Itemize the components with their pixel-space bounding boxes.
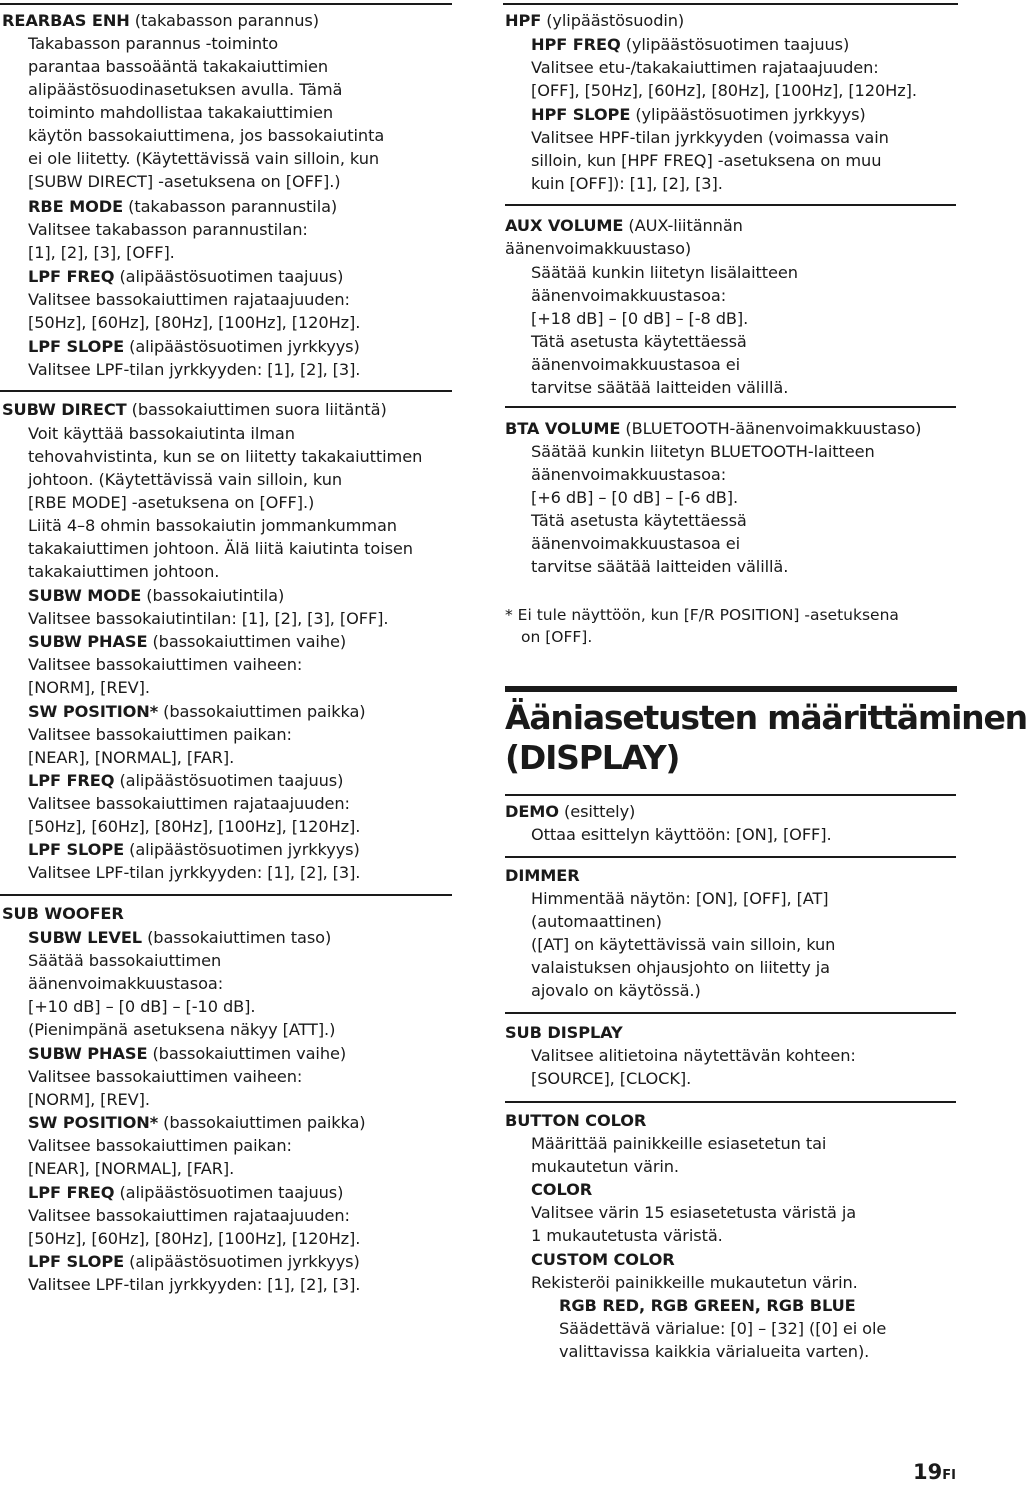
text-line: [+6 dB] – [0 dB] – [-6 dB]. (531, 488, 738, 507)
text-line: Tätä asetusta käytettäessä (531, 332, 747, 351)
text-line: valittavissa kaikkia värialueita varten). (559, 1342, 870, 1361)
text-line: [+10 dB] – [0 dB] – [-10 dB]. (28, 997, 256, 1016)
text-line: takakaiuttimen johtoon. (28, 562, 220, 581)
top-rule-right (503, 3, 958, 5)
hpf-heading: HPF (ylipäästösuodin) (505, 11, 685, 30)
text-line: tarvitse säätää laitteiden välillä. (531, 378, 789, 397)
text-line: mukautetun värin. (531, 1157, 679, 1176)
text-line: [NEAR], [NORMAL], [FAR]. (28, 748, 235, 767)
rgb-heading: RGB RED, RGB GREEN, RGB BLUE (559, 1296, 856, 1315)
text-line: silloin, kun [HPF FREQ] -asetuksena on muu (531, 151, 882, 170)
text-line: Valitsee LPF-tilan jyrkkyyden: [1], [2], [3]. (28, 1275, 361, 1294)
subw-level-heading: SUBW LEVEL (bassokaiuttimen taso) (28, 928, 332, 947)
text-line: Valitsee bassokaiuttimen rajataajuuden: (28, 290, 350, 309)
text-line: ([AT] on käytettävissä vain silloin, kun (531, 935, 836, 954)
footnote: on [OFF]. (521, 628, 593, 646)
lpf-freq-heading: LPF FREQ (alipäästösuotimen taajuus) (28, 771, 344, 790)
top-rule-left (0, 3, 452, 5)
text-line: Valitsee värin 15 esiasetetusta väristä ja (531, 1203, 857, 1222)
subw-direct-heading: SUBW DIRECT (bassokaiuttimen suora liitäntä) (2, 400, 387, 419)
text-line: alipäästösuodinasetuksen avulla. Tämä (28, 80, 343, 99)
text-line: Valitsee takabasson parannustilan: (28, 220, 308, 239)
text-line: Määrittää painikkeille esiasetetun tai (531, 1134, 827, 1153)
demo-heading: DEMO (esittely) (505, 802, 636, 821)
text-line: Takabasson parannus -toiminto (28, 34, 279, 53)
text-line: ajovalo on käytössä.) (531, 981, 701, 1000)
lpf-slope-heading: LPF SLOPE (alipäästösuotimen jyrkkyys) (28, 1252, 360, 1271)
rearbas-enh-heading: REARBAS ENH (takabasson parannus) (2, 11, 319, 30)
section-divider (505, 406, 956, 408)
hpf-freq-heading: HPF FREQ (ylipäästösuotimen taajuus) (531, 35, 850, 54)
text-line: äänenvoimakkuustasoa: (28, 974, 224, 993)
sub-woofer-heading: SUB WOOFER (2, 904, 124, 923)
section-divider (0, 894, 452, 896)
custom-color-heading: CUSTOM COLOR (531, 1250, 675, 1269)
text-line: kuin [OFF]): [1], [2], [3]. (531, 174, 723, 193)
text-line: Liitä 4–8 ohmin bassokaiutin jommankumman (28, 516, 397, 535)
text-line: Valitsee bassokaiuttimen paikan: (28, 725, 292, 744)
section-divider (505, 1012, 956, 1014)
text-line: [NORM], [REV]. (28, 678, 150, 697)
rbe-mode-heading: RBE MODE (takabasson parannustila) (28, 197, 338, 216)
text-line: Säätää kunkin liitetyn BLUETOOTH-laitteen (531, 442, 875, 461)
text-line: (Pienimpänä asetuksena näkyy [ATT].) (28, 1020, 336, 1039)
text-line: [SOURCE], [CLOCK]. (531, 1069, 692, 1088)
text-line: ei ole liitetty. (Käytettävissä vain silloin, kun (28, 149, 380, 168)
text-line: Himmentää näytön: [ON], [OFF], [AT] (531, 889, 829, 908)
text-line: Säätää kunkin liitetyn lisälaitteen (531, 263, 798, 282)
lpf-freq-heading: LPF FREQ (alipäästösuotimen taajuus) (28, 1183, 344, 1202)
text-line: tehovahvistinta, kun se on liitetty takakaiuttimen (28, 447, 423, 466)
text-line: äänenvoimakkuustasoa: (531, 286, 727, 305)
text-line: Voit käyttää bassokaiutinta ilman (28, 424, 295, 443)
text-line: Valitsee LPF-tilan jyrkkyyden: [1], [2], [3]. (28, 360, 361, 379)
lpf-freq-heading: LPF FREQ (alipäästösuotimen taajuus) (28, 267, 344, 286)
footnote: * Ei tule näyttöön, kun [F/R POSITION] -asetuksena (505, 606, 899, 624)
text-line: [50Hz], [60Hz], [80Hz], [100Hz], [120Hz]. (28, 817, 361, 836)
text-line: Valitsee bassokaiuttimen vaiheen: (28, 1067, 303, 1086)
text-line: Valitsee bassokaiuttimen rajataajuuden: (28, 1206, 350, 1225)
subw-mode-heading: SUBW MODE (bassokaiutintila) (28, 586, 285, 605)
text-line: (automaattinen) (531, 912, 662, 931)
sw-position-heading: SW POSITION* (bassokaiuttimen paikka) (28, 702, 366, 721)
text-line: [1], [2], [3], [OFF]. (28, 243, 175, 262)
text-line: 1 mukautetusta väristä. (531, 1226, 723, 1245)
text-line: äänenvoimakkuustasoa ei (531, 355, 741, 374)
lpf-slope-heading: LPF SLOPE (alipäästösuotimen jyrkkyys) (28, 337, 360, 356)
subw-phase-heading: SUBW PHASE (bassokaiuttimen vaihe) (28, 1044, 347, 1063)
text-line: Valitsee bassokaiuttimen paikan: (28, 1136, 292, 1155)
text-line: Valitsee alitietoina näytettävän kohteen: (531, 1046, 856, 1065)
text-line: Tätä asetusta käytettäessä (531, 511, 747, 530)
text-line: Valitsee bassokaiuttimen rajataajuuden: (28, 794, 350, 813)
text-line: Säätää bassokaiuttimen (28, 951, 222, 970)
section-divider (0, 390, 452, 392)
text-line: [NEAR], [NORMAL], [FAR]. (28, 1159, 235, 1178)
section-divider (505, 794, 956, 796)
bta-volume-heading: BTA VOLUME (BLUETOOTH-äänenvoimakkuustaso) (505, 419, 922, 438)
text-line: [NORM], [REV]. (28, 1090, 150, 1109)
text-line: Valitsee HPF-tilan jyrkkyyden (voimassa vain (531, 128, 889, 147)
section-title-bar (505, 686, 957, 692)
section-divider (505, 856, 956, 858)
text-line: Rekisteröi painikkeille mukautetun värin. (531, 1273, 858, 1292)
text-line: Valitsee bassokaiutintilan: [1], [2], [3], [OFF]. (28, 609, 389, 628)
text-line: toiminto mahdollistaa takakaiuttimien (28, 103, 334, 122)
text-line: johtoon. (Käytettävissä vain silloin, kun (28, 470, 343, 489)
color-heading: COLOR (531, 1180, 593, 1199)
text-line: [+18 dB] – [0 dB] – [-8 dB]. (531, 309, 749, 328)
text-line: Valitsee LPF-tilan jyrkkyyden: [1], [2], [3]. (28, 863, 361, 882)
page-number: 19FI (913, 1460, 956, 1484)
section-title-line2: (DISPLAY) (505, 738, 680, 777)
text-line: [50Hz], [60Hz], [80Hz], [100Hz], [120Hz]. (28, 1229, 361, 1248)
subw-phase-heading: SUBW PHASE (bassokaiuttimen vaihe) (28, 632, 347, 651)
section-divider (505, 204, 956, 206)
text-line: [50Hz], [60Hz], [80Hz], [100Hz], [120Hz]. (28, 313, 361, 332)
dimmer-heading: DIMMER (505, 866, 580, 885)
aux-volume-heading: AUX VOLUME (AUX-liitännän (505, 216, 743, 235)
text-line: käytön bassokaiuttimena, jos bassokaiutinta (28, 126, 385, 145)
text-line: Säädettävä värialue: [0] – [32] ([0] ei ole (559, 1319, 887, 1338)
text-line: Ottaa esittelyn käyttöön: [ON], [OFF]. (531, 825, 832, 844)
text-line: äänenvoimakkuustaso) (505, 239, 692, 258)
text-line: [SUBW DIRECT] -asetuksena on [OFF].) (28, 172, 341, 191)
lpf-slope-heading: LPF SLOPE (alipäästösuotimen jyrkkyys) (28, 840, 360, 859)
sw-position-heading: SW POSITION* (bassokaiuttimen paikka) (28, 1113, 366, 1132)
text-line: takakaiuttimen johtoon. Älä liitä kaiutinta toisen (28, 539, 413, 558)
sub-display-heading: SUB DISPLAY (505, 1023, 623, 1042)
section-divider (505, 1101, 956, 1103)
text-line: parantaa bassoääntä takakaiuttimien (28, 57, 329, 76)
text-line: tarvitse säätää laitteiden välillä. (531, 557, 789, 576)
text-line: [OFF], [50Hz], [60Hz], [80Hz], [100Hz], [120Hz]. (531, 81, 917, 100)
hpf-slope-heading: HPF SLOPE (ylipäästösuotimen jyrkkyys) (531, 105, 866, 124)
text-line: [RBE MODE] -asetuksena on [OFF].) (28, 493, 315, 512)
text-line: Valitsee bassokaiuttimen vaiheen: (28, 655, 303, 674)
text-line: äänenvoimakkuustasoa ei (531, 534, 741, 553)
text-line: Valitsee etu-/takakaiuttimen rajataajuuden: (531, 58, 879, 77)
text-line: valaistuksen ohjausjohto on liitetty ja (531, 958, 830, 977)
button-color-heading: BUTTON COLOR (505, 1111, 647, 1130)
section-title: Ääniasetusten määrittäminen (505, 698, 1027, 737)
text-line: äänenvoimakkuustasoa: (531, 465, 727, 484)
